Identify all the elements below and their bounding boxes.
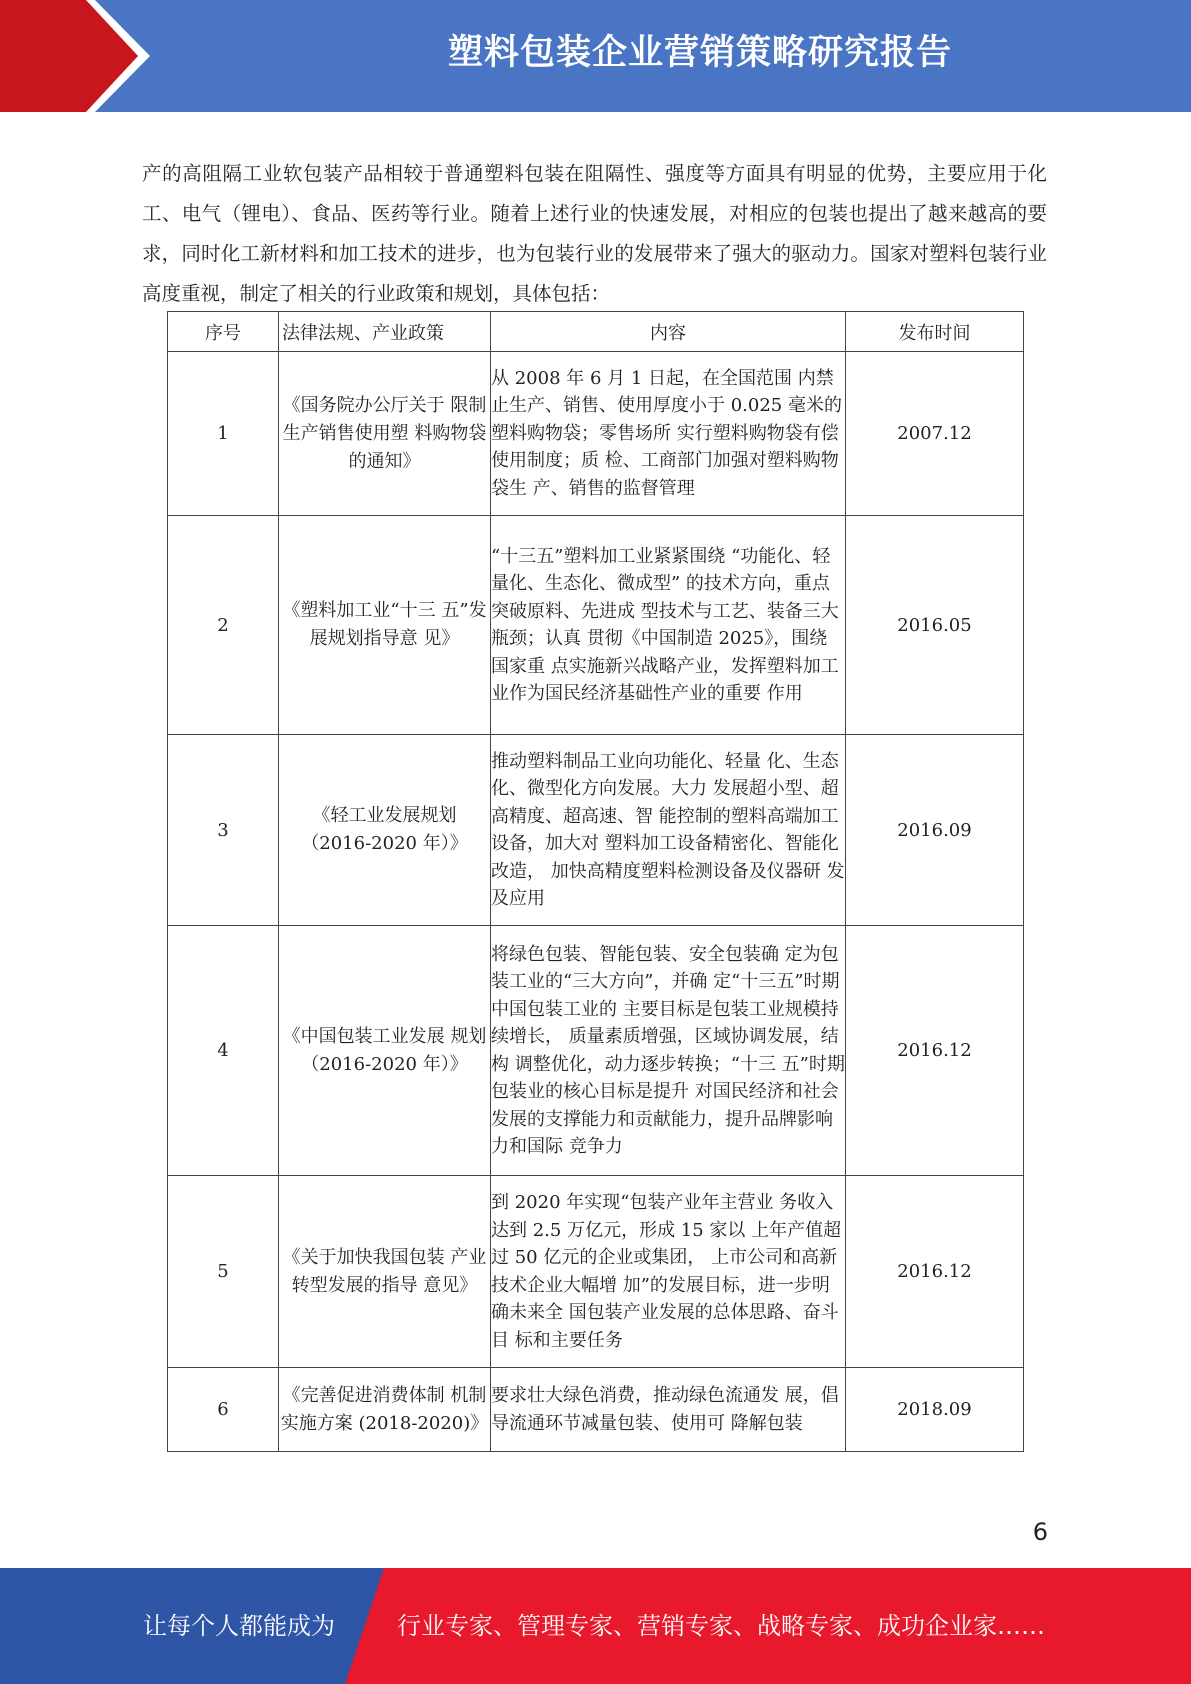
row-law: 《国务院办公厅关于 限制生产销售使用塑 料购物袋的通知》 — [279, 352, 491, 516]
row-date: 2016.09 — [846, 735, 1024, 926]
row-seq: 3 — [168, 735, 279, 926]
header-banner — [0, 0, 1191, 112]
row-date: 2016.12 — [846, 1176, 1024, 1368]
row-content: 从 2008 年 6 月 1 日起，在全国范围 内禁止生产、销售、使用厚度小于 0.025 毫米的塑料购物袋；零售场所 实行塑料购物袋有偿使用制度；质 检、工商部门加强对塑料购物袋生 产、销售的监督管理 — [491, 352, 846, 516]
table-row — [168, 352, 1024, 516]
row-law: 《轻工业发展规划 （2016-2020 年）》 — [279, 735, 491, 926]
header-law: 法律法规、产业政策 — [279, 312, 491, 352]
table-row — [168, 516, 1024, 735]
intro-paragraph: 产的高阻隔工业软包装产品相较于普通塑料包装在阻隔性、强度等方面具有明显的优势，主要应用于化工、电气（锂电）、食品、医药等行业。随着上述行业的快速发展，对相应的包装也提出了越来越高的要求，同时化工新材料和加工技术的进步，也为包装行业的发展带来了强大的驱动力。国家对塑料包装行业高度重视，制定了相关的行业政策和规划，具体包括： — [142, 161, 1047, 305]
row-seq: 1 — [168, 352, 279, 516]
row-date: 2018.09 — [846, 1368, 1024, 1452]
row-date: 2016.05 — [846, 516, 1024, 735]
row-seq: 4 — [168, 926, 279, 1176]
row-content: 到 2020 年实现“包装产业年主营业 务收入达到 2.5 万亿元，形成 15 家以 上年产值超过 50 亿元的企业或集团， 上市公司和高新技术企业大幅增 加”的发展目标，进一步明确未来全 国包装产业发展的总体思路、奋斗目 标和主要任务 — [491, 1176, 846, 1368]
row-content: 要求壮大绿色消费，推动绿色流通发 展，倡导流通环节减量包装、使用可 降解包装 — [491, 1368, 846, 1452]
row-date: 2007.12 — [846, 352, 1024, 516]
row-date: 2016.12 — [846, 926, 1024, 1176]
footer-slogan-right: 行业专家、管理专家、营销专家、战略专家、成功企业家…… — [397, 1612, 1045, 1640]
table-row — [168, 1176, 1024, 1368]
row-content: “十三五”塑料加工业紧紧围绕 “功能化、轻量化、生态化、微成型” 的技术方向，重点突破原料、先进成 型技术与工艺、装备三大瓶颈；认真 贯彻《中国制造 2025》，围绕国家重 点实施新兴战略产业，发挥塑料加工 业作为国民经济基础性产业的重要 作用 — [491, 516, 846, 735]
row-law: 《塑料加工业“十三 五”发展规划指导意 见》 — [279, 516, 491, 735]
footer-banner — [0, 1568, 1191, 1684]
report-title: 塑料包装企业营销策略研究报告 — [447, 33, 952, 73]
row-content: 将绿色包装、智能包装、安全包装确 定为包装工业的“三大方向”，并确 定“十三五”时期中国包装工业的 主要目标是包装工业规模持续增长， 质量素质增强，区域协调发展，结构 调整优化，动力逐步转换；“十三 五”时期包装业的核心目标是提升 对国民经济和社会发展的支撑能力和贡献能力，提升品牌影响力和国际 竞争力 — [491, 926, 846, 1176]
row-seq: 6 — [168, 1368, 279, 1452]
row-seq: 2 — [168, 516, 279, 735]
row-law: 《关于加快我国包装 产业转型发展的指导 意见》 — [279, 1176, 491, 1368]
footer-slogan-left: 让每个人都能成为 — [143, 1612, 335, 1640]
row-law: 《完善促进消费体制 机制实施方案 (2018-2020)》 — [279, 1368, 491, 1452]
header-seq: 序号 — [168, 312, 279, 352]
row-seq: 5 — [168, 1176, 279, 1368]
table-row — [168, 735, 1024, 926]
header-date: 发布时间 — [846, 312, 1024, 352]
row-content: 推动塑料制品工业向功能化、轻量 化、生态化、微型化方向发展。大力 发展超小型、超高精度、超高速、智 能控制的塑料高端加工设备，加大对 塑料加工设备精密化、智能化改造， 加快高精度塑料检测设备及仪器研 发及应用 — [491, 735, 846, 926]
policy-table — [167, 311, 1024, 1452]
table-header-row — [168, 312, 1024, 352]
table-row — [168, 1368, 1024, 1452]
page-number: 6 — [1032, 1518, 1048, 1546]
row-law: 《中国包装工业发展 规划（2016-2020 年）》 — [279, 926, 491, 1176]
table-row — [168, 926, 1024, 1176]
header-content: 内容 — [491, 312, 846, 352]
header-arrow-decoration — [0, 0, 150, 112]
